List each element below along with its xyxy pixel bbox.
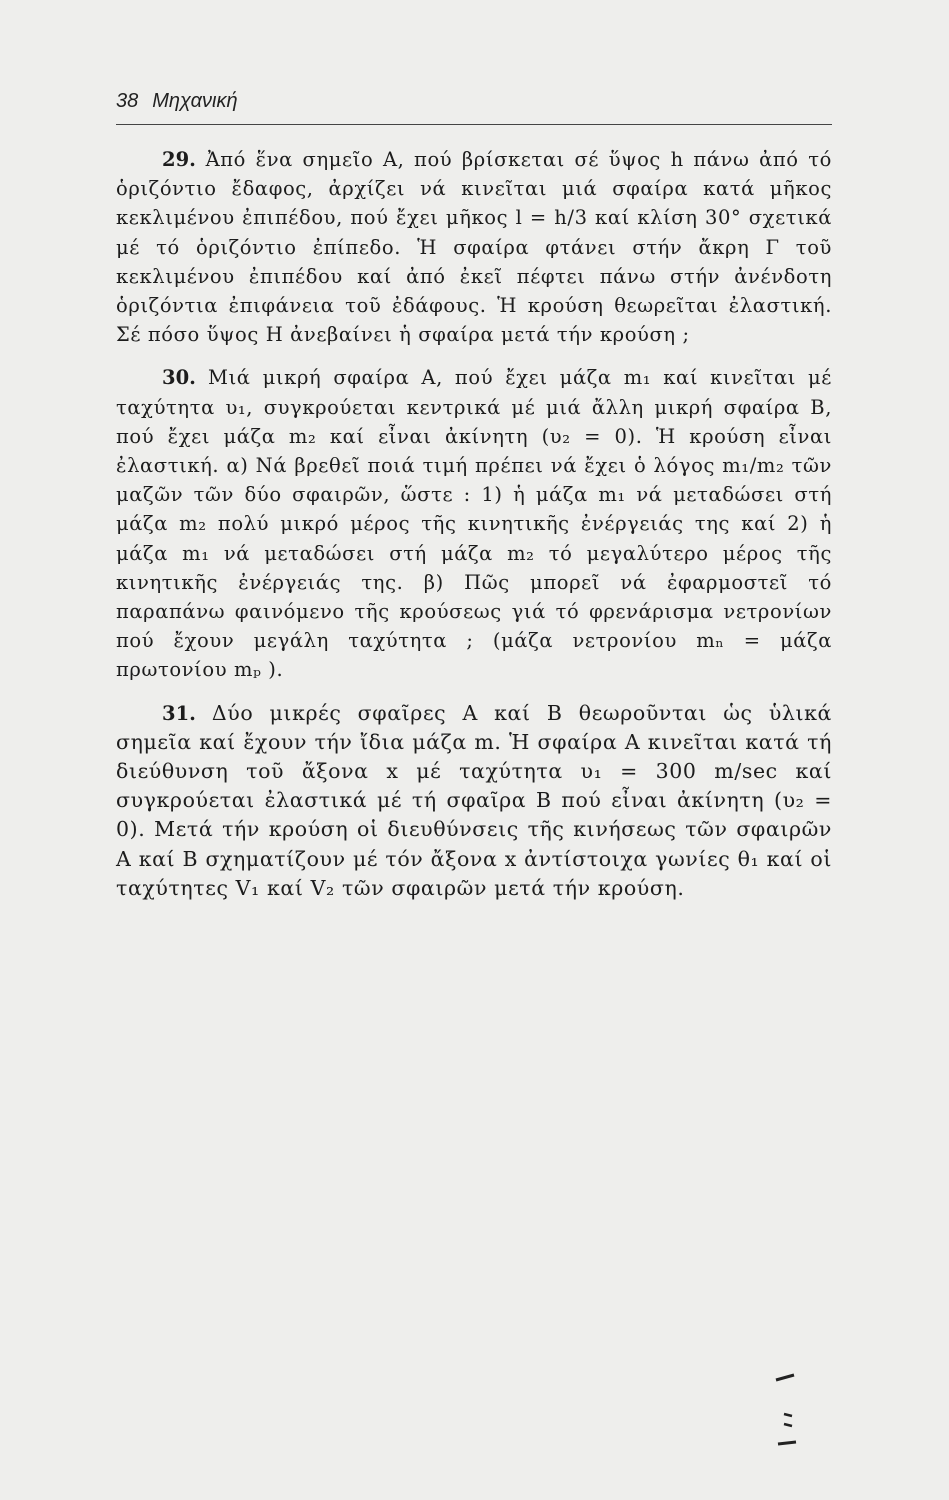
running-head xyxy=(116,90,238,113)
section-title: Μηχανική xyxy=(152,90,238,112)
problem-number: 31. xyxy=(162,701,196,725)
problem-number: 30. xyxy=(162,366,196,390)
problem-text: Μιά μικρή σφαίρα Α, πού ἔχει μάζα m₁ καί κινεῖται μέ ταχύτητα υ₁, συγκρούεται κεντρικά μέ μιά ἄλλη μικρή σφαίρα Β, πού ἔχει μάζα m₂ καί εἶναι ἀκίνητη (υ₂ = 0). Ἡ κρούση εἶναι ἐλαστική. α) Νά βρεθεῖ ποιά τιμή πρέπει νά ἔχει ὁ λόγος m₁/m₂ τῶν μαζῶν τῶν δύο σφαιρῶν, ὥστε : 1) ἡ μάζα m₁ νά μεταδώσει στή μάζα m₂ πολύ μικρό μέρος τῆς κινητικῆς ἐνέργειάς της καί 2) ἡ μάζα m₁ νά μεταδώσει στή μάζα m₂ τό μεγαλύτερο μέρος τῆς κινητικῆς ἐνέργειάς της. β) Πῶς μπορεῖ νά ἐφαρμοστεῖ τό παραπάνω φαινόμενο τῆς κρούσεως γιά τό φρενάρισμα νετρονίων πού ἔχουν μεγάλη ταχύτητα ; (μάζα νετρονίου mₙ = μάζα πρωτονίου mₚ ). xyxy=(116,366,832,682)
problem-text: Δύο μικρές σφαῖρες Α καί Β θεωροῦνται ὡς ὑλικά σημεῖα καί ἔχουν τήν ἴδια μάζα m. Ἡ σφαίρα Α κινεῖται κατά τή διεύθυνση τοῦ ἄξονα x μέ ταχύτητα υ₁ = 300 m/sec καί συγκρούεται ἐλαστικά μέ τή σφαῖρα Β πού εἶναι ἀκίνητη (υ₂ = 0). Μετά τήν κρούση οἱ διευθύνσεις τῆς κινήσεως τῶν σφαιρῶν Α καί Β σχηματίζουν μέ τόν ἄξονα x ἀντίστοιχα γωνίες θ₁ καί οἱ ταχύτητες V₁ καί V₂ τῶν σφαιρῶν μετά τήν κρούση. xyxy=(116,700,832,900)
problem-29 xyxy=(116,145,832,349)
ink-marks xyxy=(772,1372,812,1462)
header-rule xyxy=(116,124,832,125)
problem-text: Ἀπό ἕνα σημεῖο Α, πού βρίσκεται σέ ὕψος h πάνω ἀπό τό ὁριζόντιο ἔδαφος, ἀρχίζει νά κινεῖται μιά σφαίρα κατά μῆκος κεκλιμένου ἐπιπέδου, πού ἔχει μῆκος l = h/3 καί κλίση 30° σχετικά μέ τό ὁριζόντιο ἐπίπεδο. Ἡ σφαίρα φτάνει στήν ἄκρη Γ τοῦ κεκλιμένου ἐπιπέδου καί ἀπό ἐκεῖ πέφτει πάνω στήν ἀνένδοτη ὁριζόντια ἐπιφάνεια τοῦ ἐδάφους. Ἡ κρούση θεωρεῖται ἐλαστική. Σέ πόσο ὕψος Η ἀνεβαίνει ἡ σφαίρα μετά τήν κρούση ; xyxy=(116,148,832,347)
problem-31 xyxy=(116,699,832,903)
page-number: 38 xyxy=(116,90,139,112)
problem-30 xyxy=(116,363,832,684)
problem-number: 29. xyxy=(162,148,196,171)
problems-body xyxy=(116,145,832,917)
